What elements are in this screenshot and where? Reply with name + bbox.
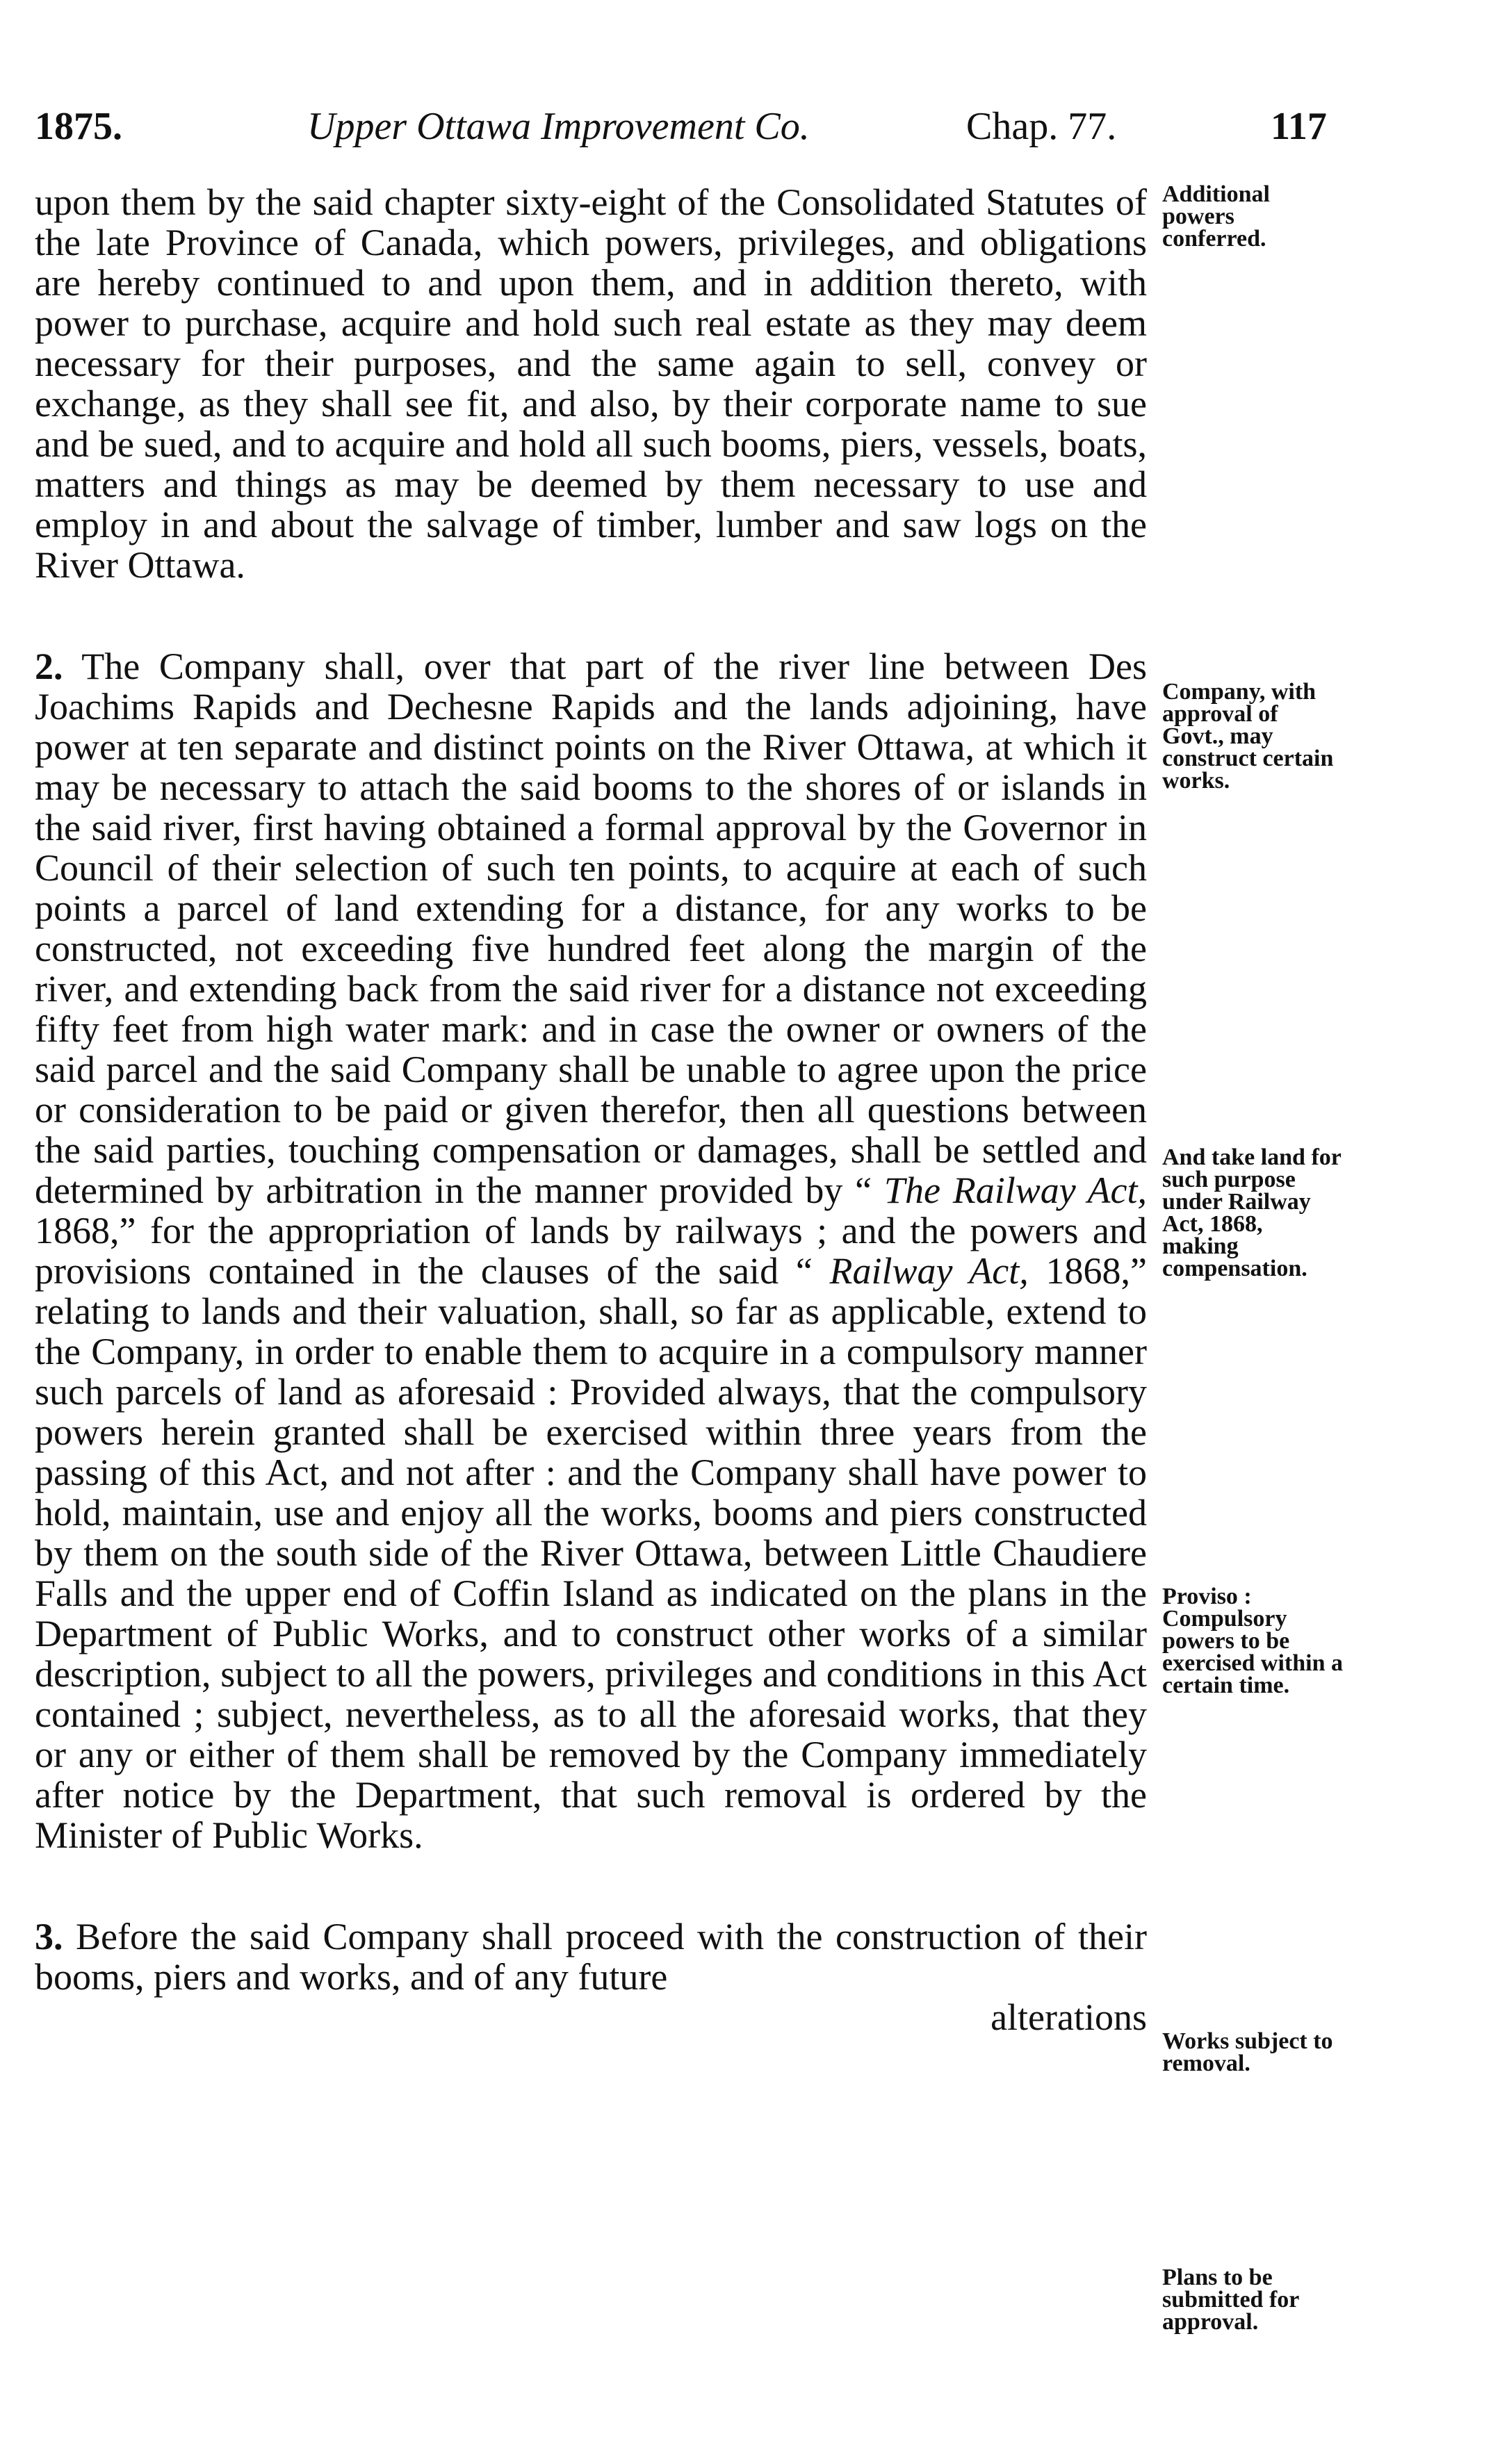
act-title-italic: The Railway Act, — [883, 1169, 1147, 1211]
marginal-note: Plans to be submitted for approval. — [1162, 2265, 1299, 2335]
section-3 — [35, 1916, 1147, 1997]
header-year: 1875. — [35, 105, 122, 148]
paragraph-text: upon them by the said chapter sixty-eight of the Consolidated Statutes of the late Province of Canada, which powers, privileges, and obligations are hereby continued to and upon them, and in addition thereto, with power to purchase, acquire and hold such real estate as they may deem necessary for their purposes, and the same again to sell, convey or exchange, as they shall see fit, and also, by their corporate name to sue and be sued, and to acquire and hold all such booms, piers, vessels, boats, matters and things as may be deemed by them necessary to use and employ in and about the salvage of timber, lumber and saw logs on the River Ottawa. — [35, 181, 1147, 586]
marginal-note: And take land for such purpose under Railway Act, 1868, making compensation. — [1162, 1144, 1342, 1281]
statute-text — [35, 182, 1147, 2037]
paragraph-continued — [35, 182, 1147, 585]
header-chapter: Chap. 77. — [966, 105, 1117, 148]
section-text-part: Before the said Company shall proceed with the construction of their booms, piers and works, and of any future — [35, 1916, 1147, 1998]
marginal-note: Works subject to removal. — [1162, 2028, 1333, 2076]
section-number: 2. — [35, 646, 63, 687]
running-header — [35, 104, 1342, 160]
act-title-italic: Railway Act, — [829, 1250, 1029, 1292]
marginal-note: Additional powers conferred. — [1162, 181, 1270, 252]
marginal-note: Proviso : Compulsory powers to be exercised within a certain time. — [1162, 1584, 1344, 1698]
section-number: 3. — [35, 1916, 63, 1957]
section-text-part: 1868,” relating to lands and their valuation, shall, so far as applicable, extend to the Company, in order to enable them to acquire in a compulsory manner such parcels of land as aforesaid : Provided always, that the compulsory powers herein granted shall be exercised within three years from the passing of this Act, and not after : and the Company shall have power to hold, maintain, use and enjoy all the works, booms and piers constructed by them on the south side of the River Ottawa, between Little Chaudiere Falls and the upper end of Coffin Island as indicated on the plans in the Department of Public Works, and to construct other works of a similar description, subject to all the powers, privileges and conditions in this Act contained ; subject, nevertheless, as to all the aforesaid works, that they or any or either of them shall be removed by the Company immediately after notice by the Department, that such removal is ordered by the Minister of Public Works. — [35, 1250, 1147, 1856]
header-title: Upper Ottawa Improvement Co. — [307, 105, 810, 148]
section-text-part: The Company shall, over that part of the river line between Des Joachims Rapids and Dechesne Rapids and the lands adjoining, have power at ten separate and distinct points on the River Ottawa, at which it may be necessary to attach the said booms to the shores of or islands in the said river, first having obtained a formal approval by the Governor in Council of their selection of such ten points, to acquire at each of such points a parcel of land extending for a distance, for any works to be constructed, not exceeding five hundred feet along the margin of the river, and extending back from the said river for a distance not exceeding fifty feet from high water mark: and in case the owner or owners of the said parcel and the said Company shall be unable to agree upon the price or consideration to be paid or given therefor, then all questions between the said parties, touching compensation or damages, shall be settled and determined by arbitration in the manner provided by “ — [35, 646, 1147, 1211]
catchword-text: alterations — [991, 1996, 1147, 2038]
section-2 — [35, 646, 1147, 1855]
marginal-note: Company, with approval of Govt., may construct certain works. — [1162, 679, 1334, 794]
catchword — [35, 1997, 1147, 2037]
page-number: 117 — [1271, 105, 1327, 148]
section-text-part: 1868,” for the appropriation of lands by railways ; and the powers and provisions contained in the clauses of the said “ — [35, 1210, 1147, 1292]
